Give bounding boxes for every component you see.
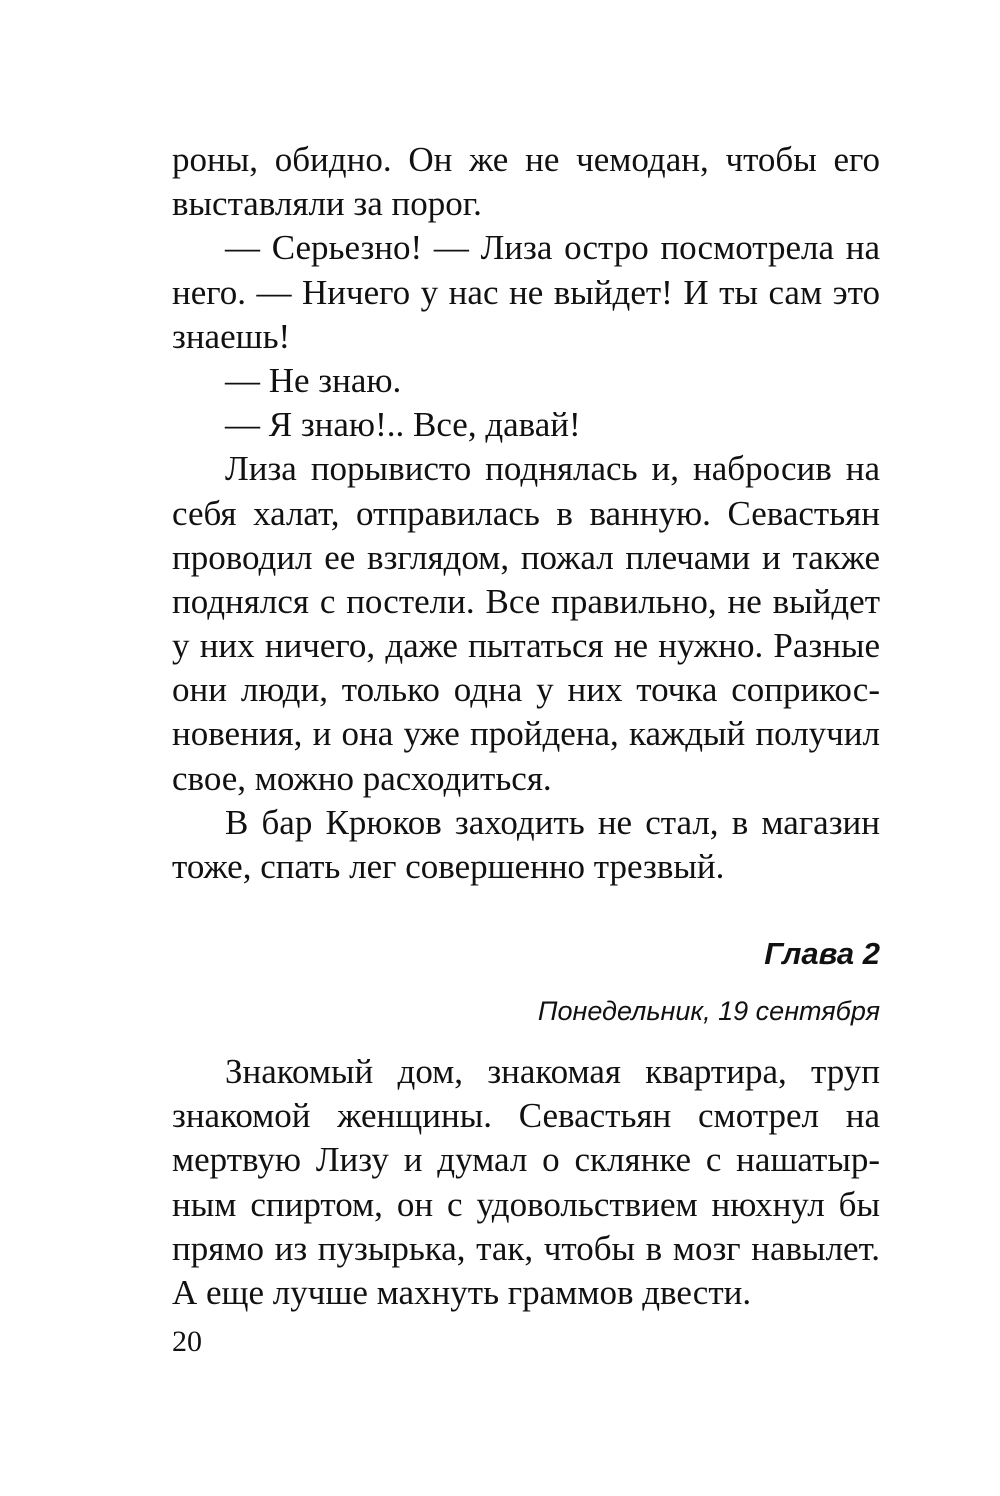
text-line: мертвую Лизу и думал о склянке с нашатыр- [172,1140,880,1180]
text-line: проводил ее взглядом, пожал плечами и также [172,537,880,577]
text-line: Знакомый дом, знакомая квартира, труп [225,1052,880,1091]
text-line: него. — Ничего у нас не выйдет! И ты сам это [172,272,880,312]
text-line: они люди, только одна у них точка соприкос- [172,670,880,710]
text-line: свое, можно расходиться. [172,758,552,798]
text-line: знакомой женщины. Севастьян смотрел на [172,1096,880,1136]
text-line: Лиза порывисто поднялась и, набросив на [225,449,880,489]
text-line: прямо из пузырька, так, чтобы в мозг навылет. [172,1228,880,1268]
text-line: В бар Крюков заходить не стал, в магазин [225,802,880,842]
text-block-bottom [172,1050,880,1315]
text-line: поднялся с постели. Все правильно, не выйдет [172,581,880,621]
text-line: тоже, спать лег совершенно трезвый. [172,847,725,886]
chapter-date: Понедельник, 19 сентября [537,996,880,1026]
text-line: А еще лучше махнуть граммов двести. [172,1272,752,1312]
chapter-title: Глава 2 [764,936,880,971]
text-line: новения, и она уже пройдена, каждый получил [172,714,880,754]
text-line: роны, обидно. Он же не чемодан, чтобы его [172,140,880,179]
text-line: у них ничего, даже пытаться не нужно. Разные [172,626,880,666]
text-line: выставляли за порог. [172,184,482,224]
text-line: ным спиртом, он с удовольствием нюхнул бы [172,1184,880,1224]
text-line: — Не знаю. [225,360,402,400]
text-line: — Я знаю!.. Все, давай! [225,405,581,445]
page-number: 20 [172,1325,202,1358]
text-line: себя халат, отправилась в ванную. Севастьян [172,493,880,533]
text-block-top [172,138,880,889]
text-line: — Серьезно! — Лиза остро посмотрела на [225,228,880,268]
text-line: знаешь! [172,316,291,356]
